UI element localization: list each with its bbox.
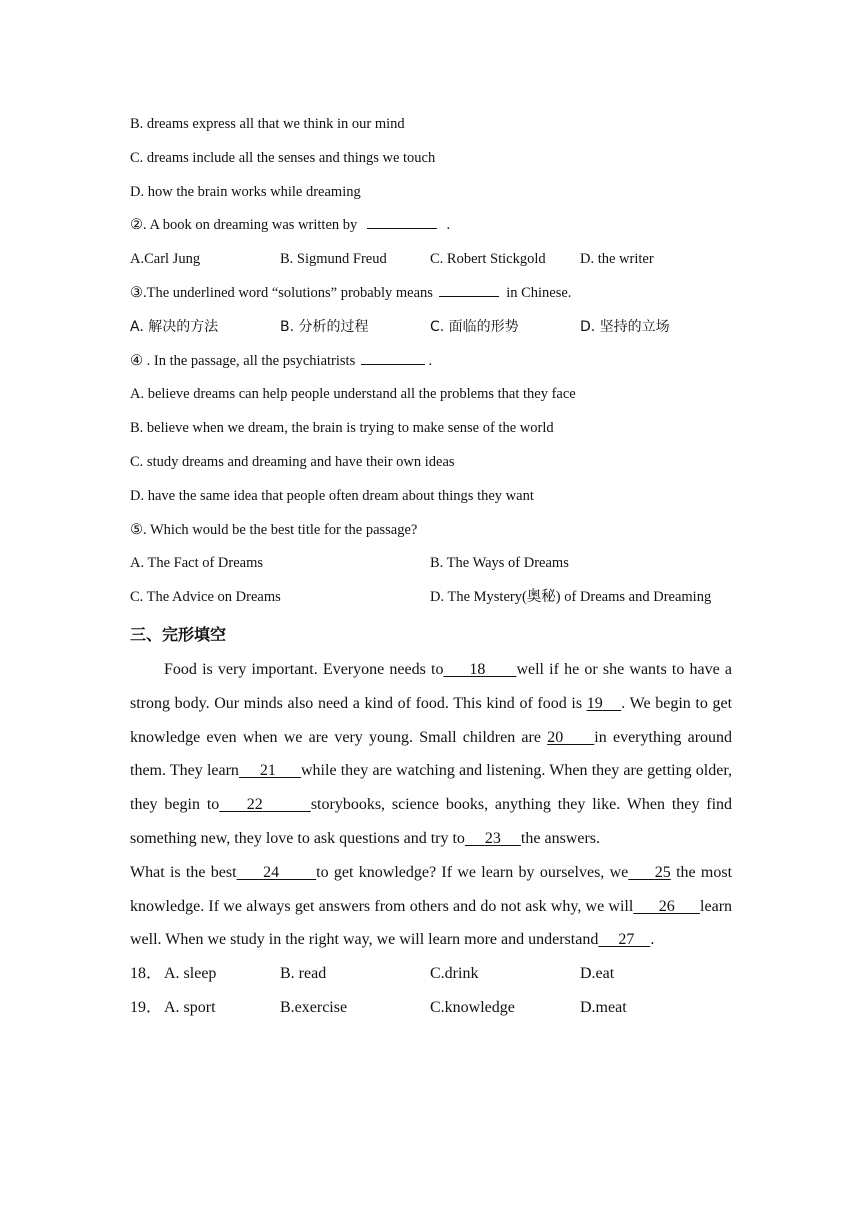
option-c: C. Robert Stickgold xyxy=(430,251,546,268)
option-d: D. have the same idea that people often dream about things they want xyxy=(130,487,534,504)
option-d: D. The Mystery(奥秘) of Dreams and Dreaming xyxy=(430,589,712,606)
question-number: 19． xyxy=(130,998,163,1016)
blank-23: 23 xyxy=(484,829,501,847)
option-b: B. 分析的过程 xyxy=(280,318,369,335)
question-5-options-row-1 xyxy=(130,547,732,581)
option-line: C. dreams include all the senses and things we touch xyxy=(130,149,436,166)
option-a: A. The Fact of Dreams xyxy=(130,555,264,572)
question-5-stem: ⑤. Which would be the best title for the passage? xyxy=(130,521,418,538)
option-b: B. The Ways of Dreams xyxy=(430,555,569,572)
option-c: C. 面临的形势 xyxy=(430,318,519,335)
blank-18: 18 xyxy=(469,660,486,678)
option-d: D. the writer xyxy=(580,251,654,268)
option-d: D.eat xyxy=(580,965,615,983)
option-a: A. believe dreams can help people understand all the problems that they face xyxy=(130,386,576,403)
option-c: C.knowledge xyxy=(430,998,515,1016)
section-title: 三、完形填空 xyxy=(130,624,227,644)
option-c: C. study dreams and dreaming and have their own ideas xyxy=(130,453,455,470)
blank-20: 20 xyxy=(547,728,564,746)
worksheet-page xyxy=(130,108,732,1025)
option-d: D. 坚持的立场 xyxy=(580,318,670,335)
option-c: C.drink xyxy=(430,965,479,983)
option-d: D.meat xyxy=(580,998,627,1016)
option-a: A. sport xyxy=(164,998,216,1016)
option-c: C. The Advice on Dreams xyxy=(130,589,281,606)
question-number: 18． xyxy=(130,965,163,983)
question-row-18 xyxy=(130,957,732,991)
question-2-stem: ②. A book on dreaming was written by . xyxy=(130,209,732,243)
blank-22: 22 xyxy=(246,796,263,814)
option-line: D. how the brain works while dreaming xyxy=(130,183,361,200)
answer-blank xyxy=(439,282,499,297)
option-a: A.Carl Jung xyxy=(130,251,201,268)
blank-26: 26 xyxy=(658,897,675,915)
blank-24: 24 xyxy=(263,863,280,881)
option-b: B.exercise xyxy=(280,998,348,1016)
question-4-stem: ④ . In the passage, all the psychiatrists . xyxy=(130,345,732,379)
blank-19: 19 xyxy=(586,694,603,712)
question-3-stem: ③.The underlined word “solutions” probably means in Chinese. xyxy=(130,277,732,311)
option-b: B. believe when we dream, the brain is trying to make sense of the world xyxy=(130,420,554,437)
cloze-paragraph-2: What is the best 24 to get knowledge? If we learn by ourselves, we 25 the most knowledge. If we always get answers from others and do not ask why, we will 26 learn well. When we study in the right way, we will learn more and understand 27 . xyxy=(130,863,733,949)
option-b: B. read xyxy=(280,965,327,983)
blank-25: 25 xyxy=(654,863,671,881)
blank-21: 21 xyxy=(259,762,276,780)
question-row-19 xyxy=(130,991,732,1025)
option-line: B. dreams express all that we think in our mind xyxy=(130,116,405,132)
option-a: A. sleep xyxy=(164,965,217,983)
question-3-options xyxy=(130,311,732,345)
option-a: A. 解决的方法 xyxy=(130,318,219,335)
question-5-options-row-2 xyxy=(130,581,732,615)
answer-blank xyxy=(367,214,437,229)
cloze-paragraph-1: Food is very important. Everyone needs to 18 well if he or she wants to have a strong body. Our minds also need a kind of food. This kind of food is 19 . We begin to get knowledge even when we are very young. Small children are 20 in everything around them. They learn 21 while they are watching and listening. When they are getting older, they begin to 22 storybooks, science books, anything they like. When they find something new, they love to ask questions and try to 23 the answers. xyxy=(130,660,733,847)
answer-blank xyxy=(361,350,425,365)
blank-27: 27 xyxy=(618,931,635,949)
option-b: B. Sigmund Freud xyxy=(280,251,387,268)
question-2-options xyxy=(130,243,732,277)
